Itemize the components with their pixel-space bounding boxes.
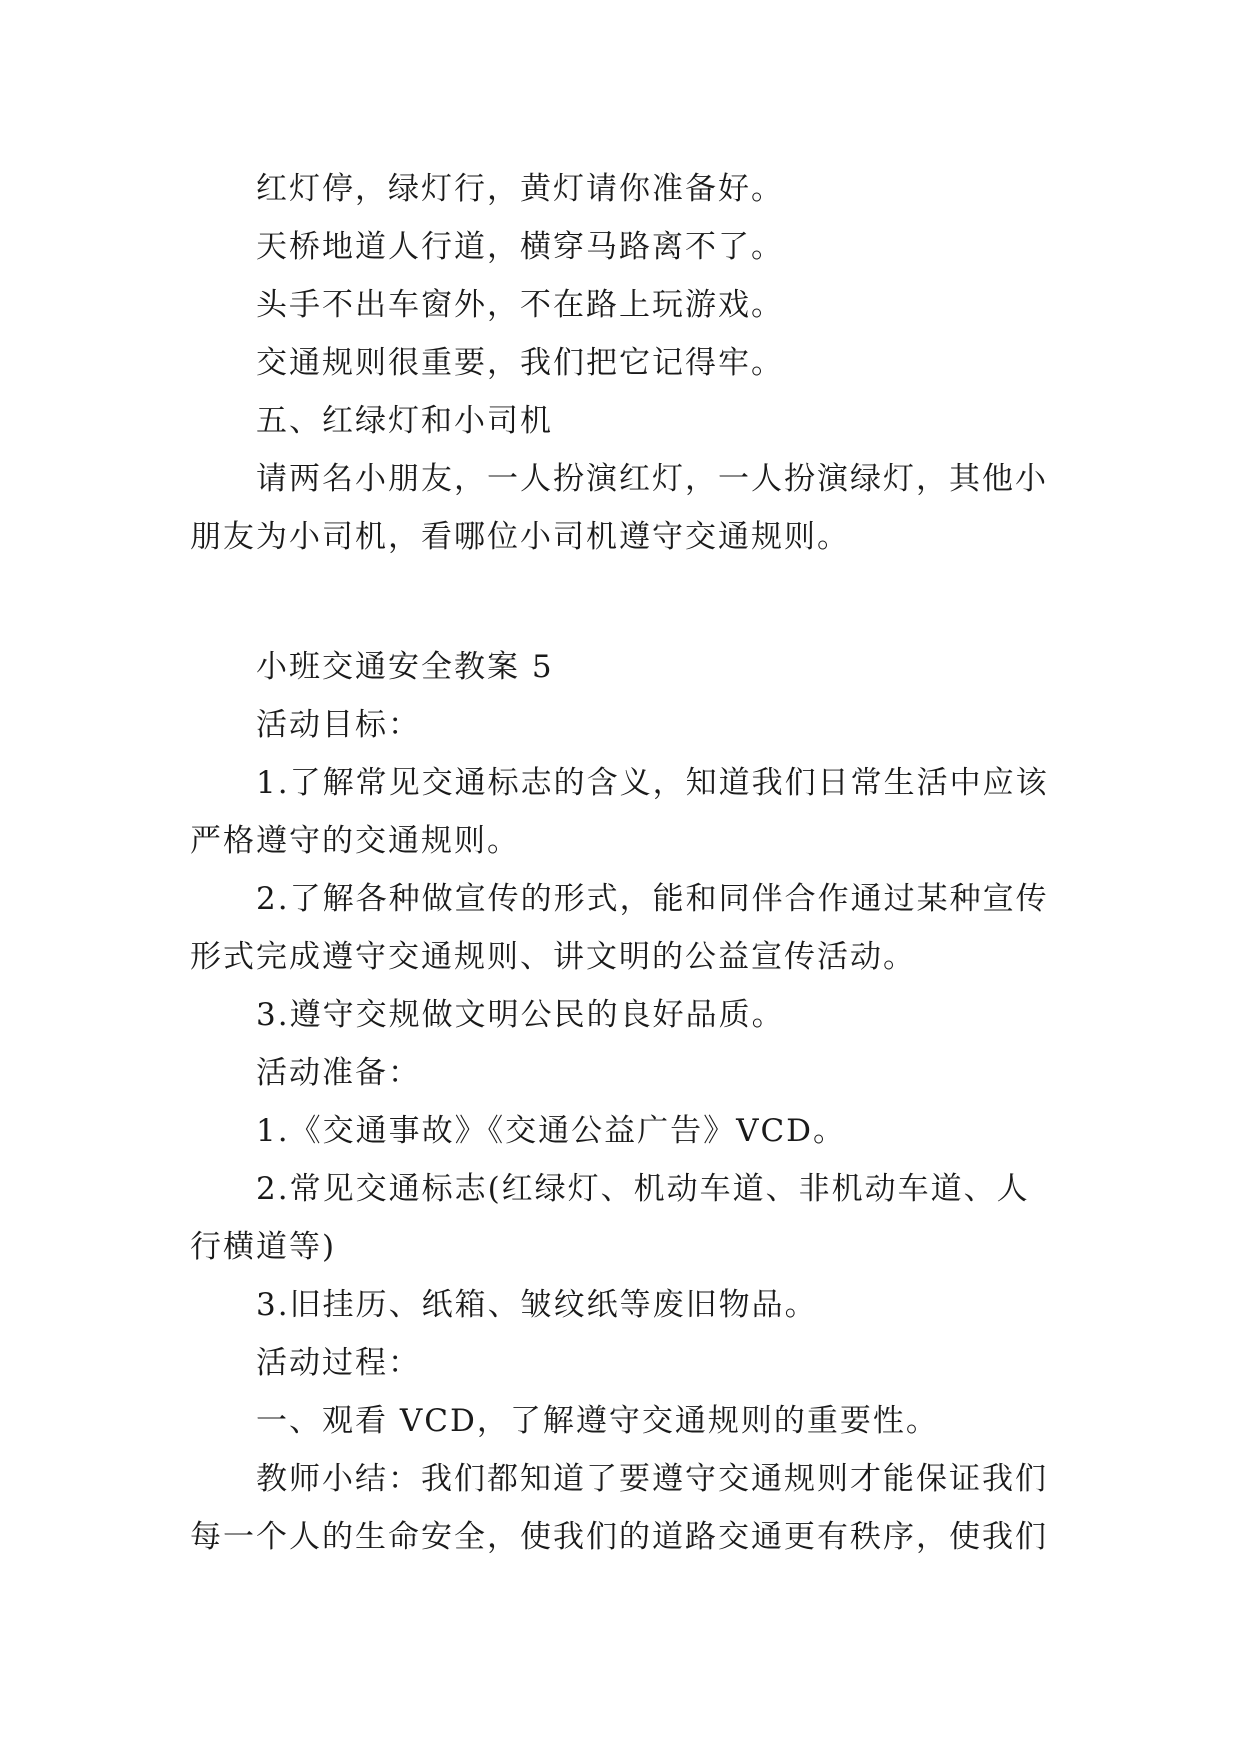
paragraph: 请两名小朋友，一人扮演红灯，一人扮演绿灯，其他小朋友为小司机，看哪位小司机遵守交通规则。 xyxy=(190,461,1048,555)
list-item: 1.《交通事故》《交通公益广告》VCD。 xyxy=(256,1113,847,1149)
paragraph: 交通规则很重要，我们把它记得牢。 xyxy=(256,345,784,381)
paragraph: 一、观看 VCD，了解遵守交通规则的重要性。 xyxy=(256,1403,939,1439)
section-heading: 活动目标： xyxy=(256,707,421,743)
paragraph: 红灯停，绿灯行，黄灯请你准备好。 xyxy=(256,171,784,207)
paragraph-gap xyxy=(190,566,1050,638)
list-item: 2.了解各种做宣传的形式，能和同伴合作通过某种宣传形式完成遵守交通规则、讲文明的公益宣传活动。 xyxy=(190,881,1049,975)
section-heading: 五、红绿灯和小司机 xyxy=(256,403,553,439)
section-heading: 活动准备： xyxy=(256,1055,421,1091)
list-item: 3.旧挂历、纸箱、皱纹纸等废旧物品。 xyxy=(256,1287,818,1323)
lesson-title: 小班交通安全教案 5 xyxy=(256,649,554,685)
paragraph: 头手不出车窗外，不在路上玩游戏。 xyxy=(256,287,784,323)
list-item: 3.遵守交规做文明公民的良好品质。 xyxy=(256,997,785,1033)
list-item: 1.了解常见交通标志的含义，知道我们日常生活中应该严格遵守的交通规则。 xyxy=(190,765,1049,859)
section-heading: 活动过程： xyxy=(256,1345,421,1381)
document-body xyxy=(190,160,1050,1566)
paragraph: 天桥地道人行道，横穿马路离不了。 xyxy=(256,229,784,265)
paragraph: 教师小结：我们都知道了要遵守交通规则才能保证我们每一个人的生命安全，使我们的道路交通更有秩序，使我们 xyxy=(190,1461,1048,1555)
list-item: 2.常见交通标志(红绿灯、机动车道、非机动车道、人行横道等) xyxy=(190,1171,1030,1265)
